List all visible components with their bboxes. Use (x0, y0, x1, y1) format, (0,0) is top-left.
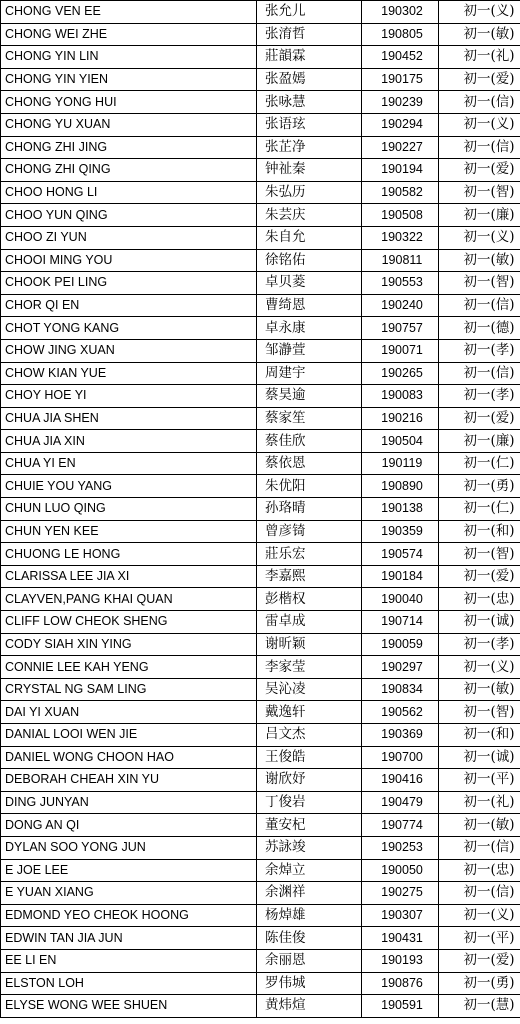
student-name-cell: CHUN LUO QING (1, 498, 257, 521)
student-id-cell: 190216 (362, 407, 439, 430)
student-id-cell: 190193 (362, 949, 439, 972)
chinese-name-text: 卓永康 (265, 319, 306, 336)
class-cell: 初一(敏) (439, 814, 520, 837)
chinese-name-cell (257, 633, 362, 656)
student-name-cell: EE LI EN (1, 949, 257, 972)
chinese-name-cell (257, 520, 362, 543)
class-cell: 初一(爱) (439, 949, 520, 972)
chinese-name-text: 张语玹 (265, 116, 306, 133)
table-row (1, 204, 520, 227)
student-name-cell: CHOOK PEI LING (1, 272, 257, 295)
table-row (1, 226, 520, 249)
table-row (1, 678, 520, 701)
student-id-cell: 190416 (362, 769, 439, 792)
chinese-name-cell (257, 995, 362, 1018)
student-id-cell: 190083 (362, 385, 439, 408)
chinese-name-text: 朱自允 (265, 229, 306, 246)
roster-body (1, 1, 520, 1018)
chinese-name-text: 张盈嫣 (265, 71, 306, 88)
chinese-name-text: 余焯立 (265, 861, 306, 878)
student-id-cell: 190322 (362, 226, 439, 249)
table-row (1, 904, 520, 927)
class-cell: 初一(信) (439, 136, 520, 159)
class-cell: 初一(智) (439, 543, 520, 566)
chinese-name-text: 谢欣妤 (265, 771, 306, 788)
chinese-name-cell (257, 746, 362, 769)
chinese-name-text: 陈佳俊 (265, 929, 306, 946)
chinese-name-cell (257, 1, 362, 24)
class-cell: 初一(平) (439, 769, 520, 792)
chinese-name-cell (257, 362, 362, 385)
chinese-name-cell (257, 588, 362, 611)
table-row (1, 136, 520, 159)
chinese-name-cell (257, 656, 362, 679)
chinese-name-cell (257, 181, 362, 204)
chinese-name-cell (257, 113, 362, 136)
student-name-cell: DONG AN QI (1, 814, 257, 837)
student-id-cell: 190227 (362, 136, 439, 159)
table-row (1, 46, 520, 69)
student-id-cell: 190240 (362, 294, 439, 317)
class-cell: 初一(义) (439, 656, 520, 679)
class-cell: 初一(勇) (439, 475, 520, 498)
student-name-cell: CHONG YIN YIEN (1, 68, 257, 91)
chinese-name-cell (257, 249, 362, 272)
table-row (1, 272, 520, 295)
chinese-name-cell (257, 927, 362, 950)
class-cell: 初一(廉) (439, 204, 520, 227)
student-id-cell: 190040 (362, 588, 439, 611)
table-row (1, 23, 520, 46)
student-id-cell: 190369 (362, 724, 439, 747)
chinese-name-cell (257, 565, 362, 588)
chinese-name-cell (257, 791, 362, 814)
chinese-name-cell (257, 452, 362, 475)
chinese-name-cell (257, 611, 362, 634)
student-id-cell: 190138 (362, 498, 439, 521)
class-cell: 初一(仁) (439, 498, 520, 521)
class-cell: 初一(信) (439, 882, 520, 905)
student-name-cell: ELSTON LOH (1, 972, 257, 995)
student-name-cell: CHOT YONG KANG (1, 317, 257, 340)
student-name-cell: CHOR QI EN (1, 294, 257, 317)
student-id-cell: 190508 (362, 204, 439, 227)
student-id-cell: 190265 (362, 362, 439, 385)
table-row (1, 543, 520, 566)
chinese-name-text: 杨焯雄 (265, 907, 306, 924)
chinese-name-cell (257, 226, 362, 249)
student-name-cell: CHOOI MING YOU (1, 249, 257, 272)
table-row (1, 949, 520, 972)
table-row (1, 294, 520, 317)
student-id-cell: 190582 (362, 181, 439, 204)
table-row (1, 498, 520, 521)
table-row (1, 317, 520, 340)
class-cell: 初一(信) (439, 91, 520, 114)
student-id-cell: 190302 (362, 1, 439, 24)
table-row (1, 611, 520, 634)
table-row (1, 836, 520, 859)
student-name-cell: CHUIE YOU YANG (1, 475, 257, 498)
student-id-cell: 190431 (362, 927, 439, 950)
class-cell: 初一(义) (439, 113, 520, 136)
table-row (1, 972, 520, 995)
chinese-name-text: 罗伟城 (265, 974, 306, 991)
chinese-name-text: 余渊祥 (265, 884, 306, 901)
chinese-name-text: 戴逸轩 (265, 703, 306, 720)
student-name-cell: CHUA JIA SHEN (1, 407, 257, 430)
chinese-name-cell (257, 724, 362, 747)
student-id-cell: 190774 (362, 814, 439, 837)
table-row (1, 339, 520, 362)
student-name-cell: EDWIN TAN JIA JUN (1, 927, 257, 950)
chinese-name-text: 苏詠竣 (265, 839, 306, 856)
class-cell: 初一(礼) (439, 791, 520, 814)
class-cell: 初一(平) (439, 927, 520, 950)
class-cell: 初一(勇) (439, 972, 520, 995)
chinese-name-text: 李嘉熙 (265, 568, 306, 585)
class-cell: 初一(和) (439, 724, 520, 747)
student-id-cell: 190504 (362, 430, 439, 453)
chinese-name-cell (257, 317, 362, 340)
chinese-name-cell (257, 498, 362, 521)
chinese-name-cell (257, 882, 362, 905)
chinese-name-text: 蔡昊逾 (265, 387, 306, 404)
student-id-cell: 190574 (362, 543, 439, 566)
class-cell: 初一(义) (439, 226, 520, 249)
table-row (1, 362, 520, 385)
student-id-cell: 190071 (362, 339, 439, 362)
student-id-cell: 190059 (362, 633, 439, 656)
class-cell: 初一(孝) (439, 385, 520, 408)
student-id-cell: 190714 (362, 611, 439, 634)
table-row (1, 68, 520, 91)
student-id-cell: 190119 (362, 452, 439, 475)
chinese-name-cell (257, 769, 362, 792)
class-cell: 初一(诚) (439, 746, 520, 769)
student-name-cell: CHONG VEN EE (1, 1, 257, 24)
student-id-cell: 190479 (362, 791, 439, 814)
student-id-cell: 190184 (362, 565, 439, 588)
chinese-name-text: 朱芸庆 (265, 206, 306, 223)
student-name-cell: DING JUNYAN (1, 791, 257, 814)
chinese-name-cell (257, 46, 362, 69)
chinese-name-cell (257, 294, 362, 317)
student-name-cell: CHOW KIAN YUE (1, 362, 257, 385)
student-name-cell: DANIEL WONG CHOON HAO (1, 746, 257, 769)
student-id-cell: 190275 (362, 882, 439, 905)
student-id-cell: 190175 (362, 68, 439, 91)
student-id-cell: 190239 (362, 91, 439, 114)
class-cell: 初一(孝) (439, 633, 520, 656)
table-row (1, 475, 520, 498)
student-id-cell: 190294 (362, 113, 439, 136)
table-row (1, 113, 520, 136)
table-row (1, 769, 520, 792)
student-name-cell: CHUA JIA XIN (1, 430, 257, 453)
class-cell: 初一(敏) (439, 23, 520, 46)
chinese-name-text: 吕文杰 (265, 726, 306, 743)
student-name-cell: CHUONG LE HONG (1, 543, 257, 566)
chinese-name-cell (257, 836, 362, 859)
chinese-name-text: 李家莹 (265, 658, 306, 675)
chinese-name-cell (257, 475, 362, 498)
table-row (1, 882, 520, 905)
student-id-cell: 190876 (362, 972, 439, 995)
class-cell: 初一(义) (439, 904, 520, 927)
student-name-cell: CHONG WEI ZHE (1, 23, 257, 46)
student-name-cell: CHOO HONG LI (1, 181, 257, 204)
table-row (1, 701, 520, 724)
student-name-cell: DANIAL LOOI WEN JIE (1, 724, 257, 747)
chinese-name-text: 卓贝菱 (265, 274, 306, 291)
chinese-name-cell (257, 339, 362, 362)
chinese-name-text: 王俊皓 (265, 748, 306, 765)
chinese-name-cell (257, 91, 362, 114)
student-name-cell: CHONG YU XUAN (1, 113, 257, 136)
student-name-cell: CHONG ZHI QING (1, 159, 257, 182)
student-name-cell: E JOE LEE (1, 859, 257, 882)
chinese-name-text: 彭楷权 (265, 590, 306, 607)
chinese-name-text: 张淯哲 (265, 25, 306, 42)
chinese-name-text: 邹瀞萱 (265, 342, 306, 359)
chinese-name-text: 蔡家笙 (265, 409, 306, 426)
chinese-name-text: 余丽恩 (265, 952, 306, 969)
chinese-name-text: 谢昕颖 (265, 635, 306, 652)
chinese-name-cell (257, 701, 362, 724)
student-id-cell: 190562 (362, 701, 439, 724)
student-id-cell: 190811 (362, 249, 439, 272)
table-row (1, 91, 520, 114)
student-id-cell: 190307 (362, 904, 439, 927)
chinese-name-cell (257, 407, 362, 430)
chinese-name-cell (257, 678, 362, 701)
class-cell: 初一(德) (439, 317, 520, 340)
student-name-cell: DAI YI XUAN (1, 701, 257, 724)
table-row (1, 995, 520, 1018)
class-cell: 初一(孝) (439, 339, 520, 362)
chinese-name-cell (257, 159, 362, 182)
chinese-name-text: 徐铭佑 (265, 251, 306, 268)
chinese-name-text: 蔡佳欣 (265, 432, 306, 449)
class-cell: 初一(慧) (439, 995, 520, 1018)
table-row (1, 249, 520, 272)
student-name-cell: CODY SIAH XIN YING (1, 633, 257, 656)
chinese-name-text: 朱弘历 (265, 184, 306, 201)
chinese-name-cell (257, 204, 362, 227)
table-row (1, 814, 520, 837)
table-row (1, 407, 520, 430)
student-id-cell: 190553 (362, 272, 439, 295)
chinese-name-text: 蔡依恩 (265, 455, 306, 472)
student-id-cell: 190359 (362, 520, 439, 543)
class-cell: 初一(廉) (439, 430, 520, 453)
table-row (1, 181, 520, 204)
student-name-cell: CHONG YIN LIN (1, 46, 257, 69)
class-cell: 初一(敏) (439, 249, 520, 272)
chinese-name-cell (257, 23, 362, 46)
chinese-name-cell (257, 814, 362, 837)
chinese-name-text: 周建宇 (265, 364, 306, 381)
student-id-cell: 190805 (362, 23, 439, 46)
student-id-cell: 190297 (362, 656, 439, 679)
table-row (1, 520, 520, 543)
table-row (1, 927, 520, 950)
student-name-cell: ELYSE WONG WEE SHUEN (1, 995, 257, 1018)
class-cell: 初一(信) (439, 294, 520, 317)
chinese-name-cell (257, 430, 362, 453)
table-row (1, 656, 520, 679)
class-cell: 初一(忠) (439, 859, 520, 882)
chinese-name-cell (257, 385, 362, 408)
table-row (1, 452, 520, 475)
student-name-cell: DYLAN SOO YONG JUN (1, 836, 257, 859)
table-row (1, 633, 520, 656)
student-name-cell: DEBORAH CHEAH XIN YU (1, 769, 257, 792)
student-name-cell: CHUA YI EN (1, 452, 257, 475)
chinese-name-cell (257, 949, 362, 972)
student-name-cell: CLAYVEN,PANG KHAI QUAN (1, 588, 257, 611)
class-cell: 初一(信) (439, 362, 520, 385)
table-row (1, 430, 520, 453)
student-id-cell: 190890 (362, 475, 439, 498)
class-cell: 初一(智) (439, 701, 520, 724)
chinese-name-text: 张允儿 (265, 3, 306, 20)
student-id-cell: 190591 (362, 995, 439, 1018)
chinese-name-text: 孙珞晴 (265, 500, 306, 517)
student-name-cell: CHONG ZHI JING (1, 136, 257, 159)
chinese-name-text: 莊韻霖 (265, 48, 306, 65)
student-name-cell: CRYSTAL NG SAM LING (1, 678, 257, 701)
chinese-name-cell (257, 272, 362, 295)
student-id-cell: 190253 (362, 836, 439, 859)
student-name-cell: EDMOND YEO CHEOK HOONG (1, 904, 257, 927)
student-name-cell: CHOO YUN QING (1, 204, 257, 227)
chinese-name-text: 丁俊岩 (265, 794, 306, 811)
table-row (1, 724, 520, 747)
class-cell: 初一(和) (439, 520, 520, 543)
class-cell: 初一(智) (439, 272, 520, 295)
student-id-cell: 190834 (362, 678, 439, 701)
chinese-name-cell (257, 543, 362, 566)
student-name-cell: E YUAN XIANG (1, 882, 257, 905)
student-id-cell: 190194 (362, 159, 439, 182)
table-row (1, 588, 520, 611)
class-cell: 初一(爱) (439, 407, 520, 430)
chinese-name-text: 雷卓成 (265, 613, 306, 630)
table-row (1, 159, 520, 182)
table-row (1, 859, 520, 882)
chinese-name-text: 钟祉秦 (265, 161, 306, 178)
class-cell: 初一(仁) (439, 452, 520, 475)
student-name-cell: CHUN YEN KEE (1, 520, 257, 543)
student-name-cell: CHOO ZI YUN (1, 226, 257, 249)
student-name-cell: CHONG YONG HUI (1, 91, 257, 114)
chinese-name-text: 张芷净 (265, 138, 306, 155)
chinese-name-text: 曹绮恩 (265, 297, 306, 314)
student-id-cell: 190757 (362, 317, 439, 340)
chinese-name-text: 莊乐宏 (265, 545, 306, 562)
chinese-name-cell (257, 68, 362, 91)
class-cell: 初一(敏) (439, 678, 520, 701)
table-row (1, 746, 520, 769)
class-cell: 初一(义) (439, 1, 520, 24)
class-cell: 初一(智) (439, 181, 520, 204)
chinese-name-cell (257, 136, 362, 159)
student-id-cell: 190700 (362, 746, 439, 769)
chinese-name-cell (257, 904, 362, 927)
chinese-name-cell (257, 972, 362, 995)
class-cell: 初一(信) (439, 836, 520, 859)
class-cell: 初一(爱) (439, 68, 520, 91)
student-name-cell: CLIFF LOW CHEOK SHENG (1, 611, 257, 634)
student-name-cell: CHOY HOE YI (1, 385, 257, 408)
chinese-name-cell (257, 859, 362, 882)
table-row (1, 1, 520, 24)
class-cell: 初一(爱) (439, 159, 520, 182)
class-cell: 初一(诚) (439, 611, 520, 634)
chinese-name-text: 张咏慧 (265, 93, 306, 110)
class-cell: 初一(忠) (439, 588, 520, 611)
chinese-name-text: 黄炜煊 (265, 997, 306, 1014)
table-row (1, 385, 520, 408)
chinese-name-text: 朱优阳 (265, 477, 306, 494)
student-id-cell: 190452 (362, 46, 439, 69)
chinese-name-text: 曾彦锜 (265, 522, 306, 539)
class-cell: 初一(礼) (439, 46, 520, 69)
table-row (1, 565, 520, 588)
chinese-name-text: 董安杞 (265, 816, 306, 833)
student-name-cell: CLARISSA LEE JIA XI (1, 565, 257, 588)
student-name-cell: CONNIE LEE KAH YENG (1, 656, 257, 679)
table-row (1, 791, 520, 814)
student-id-cell: 190050 (362, 859, 439, 882)
class-cell: 初一(爱) (439, 565, 520, 588)
student-name-cell: CHOW JING XUAN (1, 339, 257, 362)
chinese-name-text: 吴沁凌 (265, 681, 306, 698)
